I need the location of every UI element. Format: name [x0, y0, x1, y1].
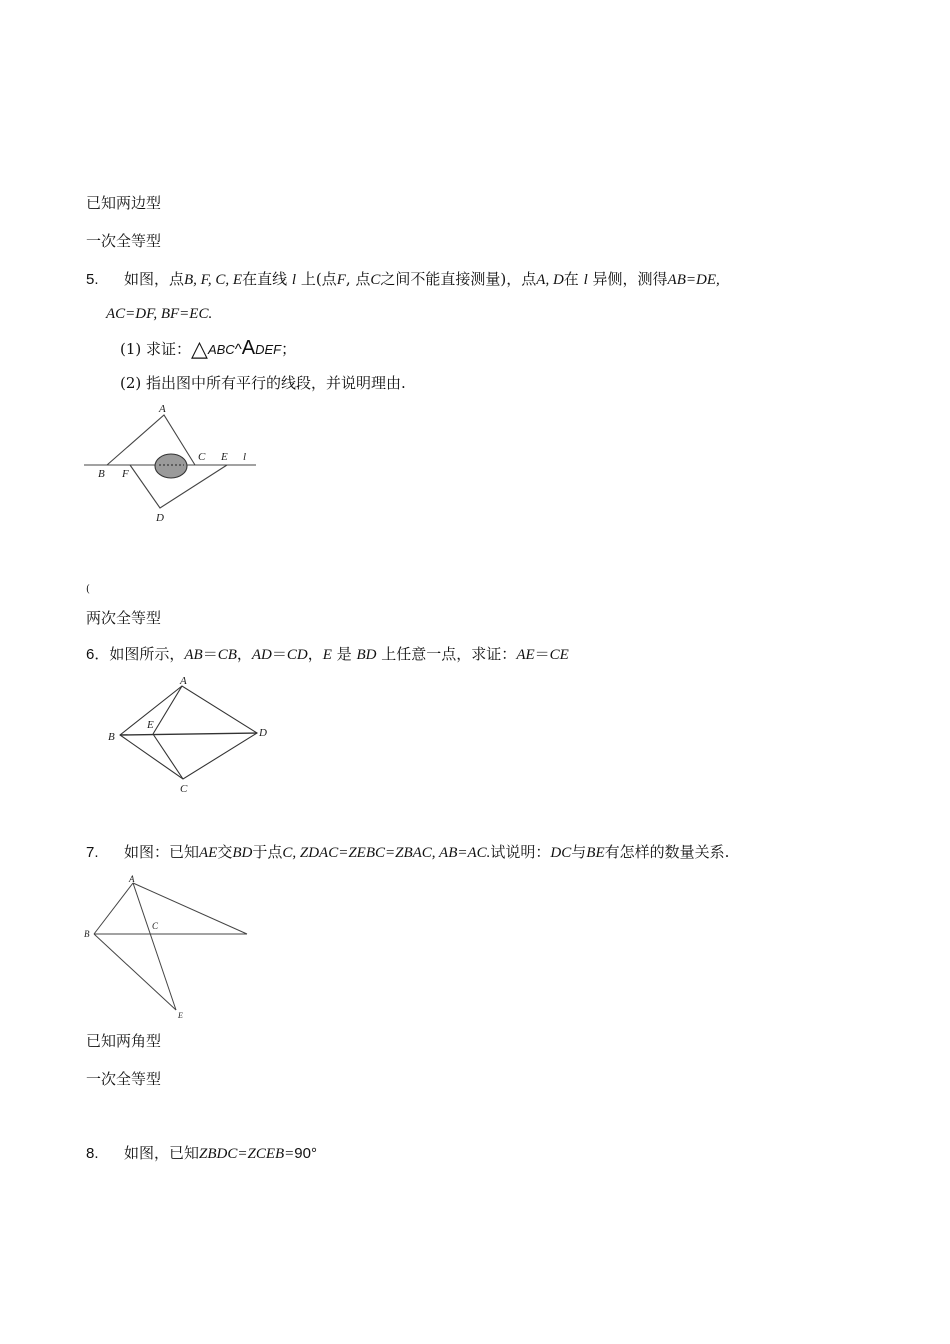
math-var: CE	[549, 647, 569, 663]
math-var: DC	[550, 845, 572, 861]
question-text: ＝	[534, 645, 550, 663]
question-text: 是	[336, 645, 352, 663]
math-var: BD	[356, 647, 377, 663]
question-text: 上任意一点，求证：	[381, 645, 517, 663]
section-heading: 一次全等型	[86, 1070, 162, 1088]
question-text: 如图：已知	[124, 843, 200, 861]
segment-ad	[133, 883, 247, 934]
math-expression: ZBDC=ZCEB=	[199, 1146, 295, 1162]
math-var: A, D	[536, 272, 564, 288]
point-label-a: A	[180, 675, 187, 687]
point-label-a: A	[129, 874, 135, 884]
segment-ae	[133, 883, 176, 1010]
segment-ab	[94, 883, 133, 934]
math-var: AE	[199, 845, 218, 861]
line-label-l: l	[243, 451, 247, 463]
question-text: ＝	[271, 645, 287, 663]
question-text: 与	[571, 843, 587, 861]
question-number: 8.	[86, 1145, 99, 1162]
segment-bd	[120, 733, 257, 735]
math-var: B, F, C, E	[184, 272, 243, 288]
question-text: 有怎样的数量关系.	[604, 843, 730, 861]
point-label-e: E	[147, 719, 154, 731]
point-label-b: B	[98, 468, 105, 480]
figure-6	[120, 686, 257, 779]
math-var: AE	[516, 647, 535, 663]
math-var: E	[322, 647, 332, 663]
section-heading: 已知两边型	[86, 194, 162, 212]
math-var: AB=DE,	[667, 272, 720, 288]
math-var: l	[291, 272, 297, 288]
math-expression: C, ZDAC=ZEBC=ZBAC, AB=AC.	[282, 845, 491, 861]
obstacle-shape	[155, 454, 187, 478]
point-label-b: B	[84, 929, 90, 939]
question-text: 之间不能直接测量)，点	[380, 270, 537, 288]
point-label-e: E	[221, 451, 228, 463]
stray-mark: (	[86, 584, 90, 595]
figure-5	[84, 415, 256, 508]
point-label-c: C	[180, 783, 188, 795]
math-var: BE	[586, 845, 605, 861]
math-var: AB	[184, 647, 203, 663]
question-text: 试说明：	[490, 843, 551, 861]
math-var: DEF	[255, 342, 282, 357]
section-heading: 一次全等型	[86, 232, 162, 250]
point-label-c: C	[198, 451, 206, 463]
question-text: 异侧，测得	[592, 270, 668, 288]
math-var: CB	[217, 647, 237, 663]
question-number: 7.	[86, 844, 99, 861]
math-var: A	[241, 337, 256, 359]
question-text: 交	[217, 843, 233, 861]
point-label-d: D	[156, 512, 164, 524]
question-text: 上(点	[300, 270, 337, 288]
quadrilateral-abcd	[120, 686, 257, 779]
figure-7	[94, 883, 247, 1010]
question-text: ，	[236, 645, 252, 663]
question-5-part-2: (2) 指出图中所有平行的线段，并说明理由.	[120, 374, 406, 392]
segment-be	[94, 934, 176, 1010]
punctuation: ；	[281, 340, 297, 358]
part-label: (1) 求证：	[120, 340, 192, 358]
section-heading: 已知两角型	[86, 1032, 162, 1050]
question-text: 如图，已知	[124, 1144, 200, 1162]
point-label-a: A	[159, 403, 166, 415]
question-text: 在直线	[242, 270, 288, 288]
question-number: 6．	[86, 646, 110, 663]
point-label-d: D	[259, 727, 267, 739]
question-text: 如图所示，	[109, 645, 185, 663]
point-label-c: C	[152, 921, 159, 931]
math-var: l	[583, 272, 588, 288]
segment-ce	[153, 734, 183, 779]
math-var: ABC	[207, 342, 235, 357]
question-text: 在	[563, 270, 579, 288]
math-var: F	[336, 272, 346, 288]
question-text: ＝	[202, 645, 218, 663]
question-text: 于点	[252, 843, 283, 861]
congruence-symbol: ^	[234, 341, 242, 358]
math-var: AD	[251, 647, 272, 663]
math-var: BD	[232, 845, 253, 861]
point-label-b: B	[108, 731, 115, 743]
triangle-symbol: △	[191, 337, 208, 362]
math-value: 90°	[294, 1145, 317, 1162]
question-text: 如图，点	[124, 270, 185, 288]
point-label-f: F	[122, 468, 129, 480]
segment-ae	[153, 686, 182, 734]
question-number: 5.	[86, 271, 99, 288]
question-text: ，	[307, 645, 323, 663]
point-label-e: E	[178, 1011, 183, 1020]
section-heading: 两次全等型	[86, 609, 162, 627]
math-var: CD	[286, 647, 308, 663]
math-var: C	[370, 272, 381, 288]
question-text: , 点	[345, 270, 371, 288]
math-expression: AC=DF, BF=EC.	[106, 306, 213, 322]
